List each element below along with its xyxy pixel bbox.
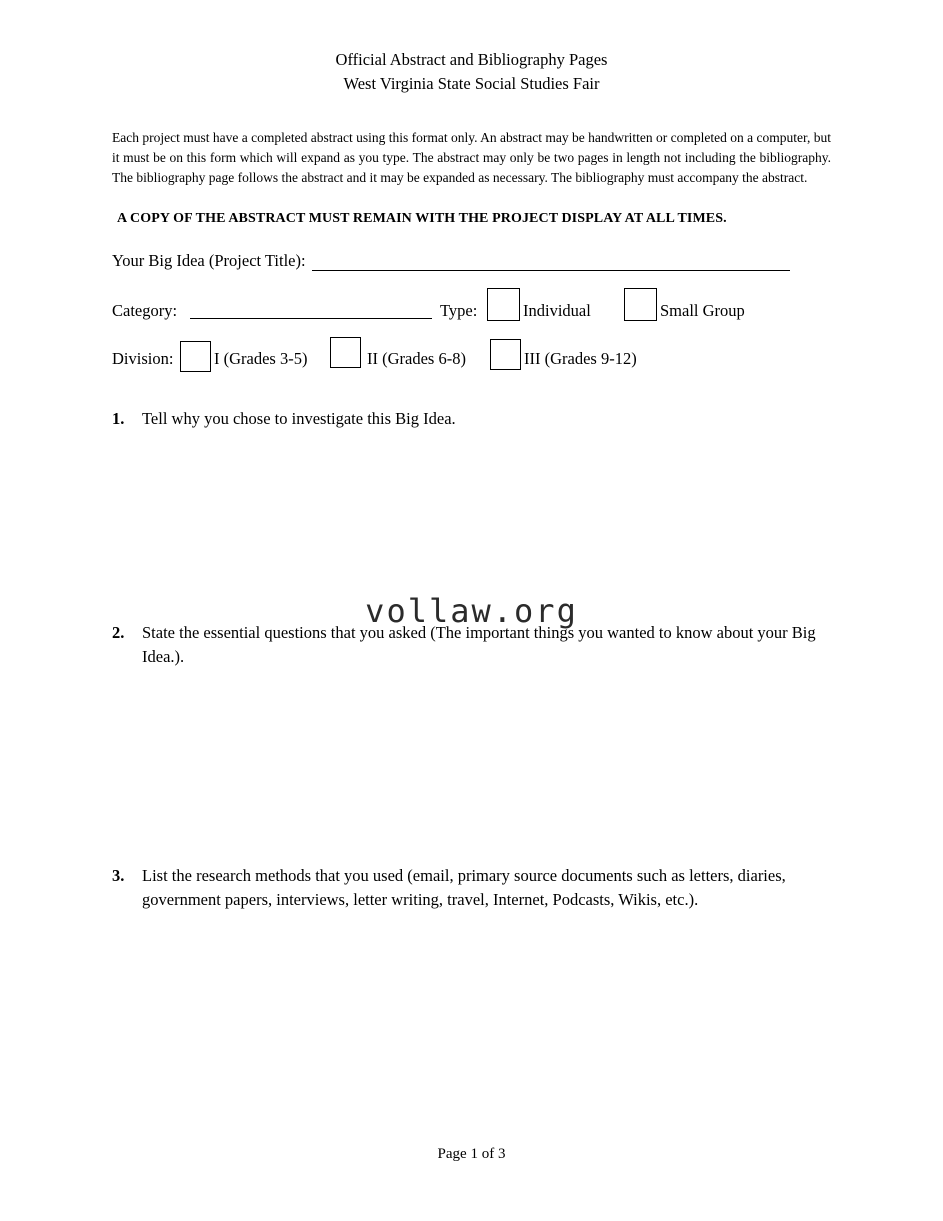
division-i-label: I (Grades 3-5) bbox=[214, 349, 308, 368]
question-text-1: Tell why you chose to investigate this Big Idea. bbox=[142, 409, 456, 428]
watermark: vollaw.org bbox=[365, 592, 578, 630]
page-title-line-2: West Virginia State Social Studies Fair bbox=[343, 74, 600, 93]
document-title-block bbox=[112, 48, 831, 96]
division-row bbox=[112, 337, 831, 373]
division-i-checkbox[interactable] bbox=[180, 341, 211, 372]
question-number-3: 3. bbox=[112, 866, 125, 885]
division-label: Division: bbox=[112, 349, 174, 368]
division-ii-label: II (Grades 6-8) bbox=[367, 349, 466, 368]
intro-paragraph: Each project must have a completed abstract using this format only. An abstract may be handwritten or completed on a computer, but it must be on this form which will expand as you type. The abstract may only be two pages in length not including the bibliography. The bibliography page follows the abstract and it may be expanded as necessary. The bibliography must accompany the abstract. bbox=[112, 130, 831, 185]
big-idea-label: Your Big Idea (Project Title): bbox=[112, 251, 306, 270]
category-type-row bbox=[112, 289, 831, 323]
question-item-1 bbox=[112, 407, 831, 431]
big-idea-input[interactable] bbox=[312, 255, 790, 271]
question-item-3 bbox=[112, 864, 831, 912]
page-title-line-1: Official Abstract and Bibliography Pages bbox=[335, 50, 608, 69]
division-iii-checkbox[interactable] bbox=[490, 339, 521, 370]
document-body bbox=[112, 0, 831, 912]
question-number-1: 1. bbox=[112, 409, 125, 428]
type-small-group-checkbox[interactable] bbox=[624, 288, 657, 321]
big-idea-row bbox=[112, 251, 831, 271]
abstract-copy-notice: A COPY OF THE ABSTRACT MUST REMAIN WITH THE PROJECT DISPLAY AT ALL TIMES. bbox=[117, 211, 727, 226]
type-individual-label: Individual bbox=[523, 301, 591, 320]
page-footer: Page 1 of 3 bbox=[437, 1146, 506, 1162]
question-number-2: 2. bbox=[112, 623, 125, 642]
category-input[interactable] bbox=[190, 303, 432, 319]
type-label: Type: bbox=[440, 301, 478, 320]
type-individual-checkbox[interactable] bbox=[487, 288, 520, 321]
type-small-group-label: Small Group bbox=[660, 301, 745, 320]
division-iii-label: III (Grades 9-12) bbox=[524, 349, 637, 368]
question-text-2: State the essential questions that you asked (The important things you wanted to know about your Big Idea.). bbox=[142, 623, 816, 666]
category-label: Category: bbox=[112, 301, 178, 320]
division-ii-checkbox[interactable] bbox=[330, 337, 361, 368]
question-text-3: List the research methods that you used (email, primary source documents such as letters, diaries, government papers, interviews, letter writing, travel, Internet, Podcasts, Wikis, etc.). bbox=[142, 866, 786, 909]
